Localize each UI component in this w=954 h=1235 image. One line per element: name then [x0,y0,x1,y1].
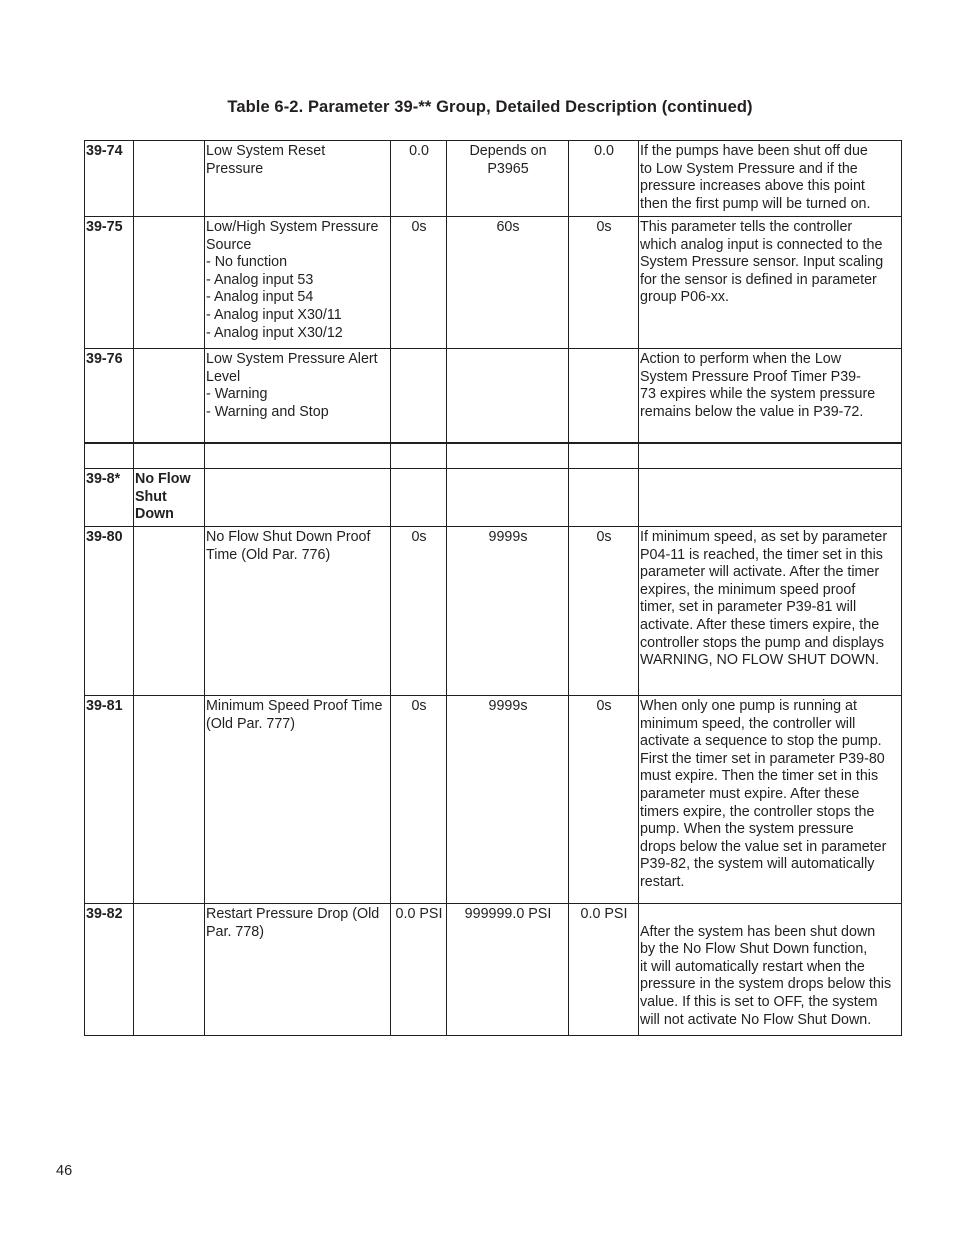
param-max: 60s [447,217,569,349]
param-description [639,469,902,527]
param-group [134,141,205,217]
param-name: Minimum Speed Proof Time (Old Par. 777) [205,696,391,904]
param-description: After the system has been shut down by the No Flow Shut Down function, it will automatically restart when the pressure in the system drops below this value. If this is set to OFF, the system will not activate No Flow Shut Down. [639,904,902,1036]
param-min [391,469,447,527]
param-group [134,217,205,349]
param-description: When only one pump is running at minimum speed, the controller will activate a sequence to stop the pump. First the timer set in parameter P39-80 must expire. Then the timer set in this parameter must expire. After these timers expire, the controller stops the pump. When the system pressure drops below the value set in parameter P39-82, the system will automatically restart. [639,696,902,904]
table-title: Table 6-2. Parameter 39-** Group, Detailed Description (continued) [227,98,753,116]
param-name [205,443,391,469]
table-row [85,443,902,469]
param-name: Low System Reset Pressure [205,141,391,217]
param-name: Low System Pressure Alert Level - Warning - Warning and Stop [205,349,391,443]
param-max: Depends on P3965 [447,141,569,217]
param-min [391,349,447,443]
param-name: No Flow Shut Down Proof Time (Old Par. 776) [205,527,391,696]
param-default: 0.0 PSI [569,904,639,1036]
param-number: 39-76 [85,349,134,443]
table-row [85,527,902,696]
page-number: 46 [56,1163,73,1179]
param-group [134,443,205,469]
param-default [569,349,639,443]
param-name: Restart Pressure Drop (Old Par. 778) [205,904,391,1036]
param-max [447,349,569,443]
table-row [85,696,902,904]
param-description: Action to perform when the Low System Pressure Proof Timer P39- 73 expires while the system pressure remains below the value in P39-72. [639,349,902,443]
table-row [85,217,902,349]
param-max: 9999s [447,696,569,904]
param-group [134,349,205,443]
param-default: 0s [569,527,639,696]
param-max [447,469,569,527]
param-number: 39-75 [85,217,134,349]
param-name [205,469,391,527]
param-default: 0s [569,696,639,904]
param-group [134,696,205,904]
param-min: 0s [391,527,447,696]
param-default [569,469,639,527]
param-min [391,443,447,469]
param-description: If minimum speed, as set by parameter P04-11 is reached, the timer set in this parameter will activate. After the timer expires, the minimum speed proof timer, set in parameter P39-81 will activate. After these timers expire, the controller stops the pump and displays WARNING, NO FLOW SHUT DOWN. [639,527,902,696]
param-number: 39-82 [85,904,134,1036]
table-row [85,904,902,1036]
param-min: 0.0 [391,141,447,217]
param-number: 39-81 [85,696,134,904]
param-min: 0s [391,217,447,349]
table-row [85,469,902,527]
param-group [134,527,205,696]
param-number: 39-80 [85,527,134,696]
param-max: 999999.0 PSI [447,904,569,1036]
param-default [569,443,639,469]
param-number [85,443,134,469]
param-max: 9999s [447,527,569,696]
param-group [134,904,205,1036]
param-number: 39-74 [85,141,134,217]
param-description [639,443,902,469]
param-description: If the pumps have been shut off due to Low System Pressure and if the pressure increases above this point then the first pump will be turned on. [639,141,902,217]
param-default: 0s [569,217,639,349]
param-max [447,443,569,469]
param-min: 0.0 PSI [391,904,447,1036]
param-default: 0.0 [569,141,639,217]
table-row [85,141,902,217]
param-min: 0s [391,696,447,904]
param-name: Low/High System Pressure Source - No function - Analog input 53 - Analog input 54 - Analog input X30/11 - Analog input X30/12 [205,217,391,349]
table-row [85,349,902,443]
parameter-table [84,140,902,1036]
param-description: This parameter tells the controller which analog input is connected to the System Pressure sensor. Input scaling for the sensor is defined in parameter group P06-xx. [639,217,902,349]
param-number: 39-8* [85,469,134,527]
param-group: No Flow Shut Down [134,469,205,527]
